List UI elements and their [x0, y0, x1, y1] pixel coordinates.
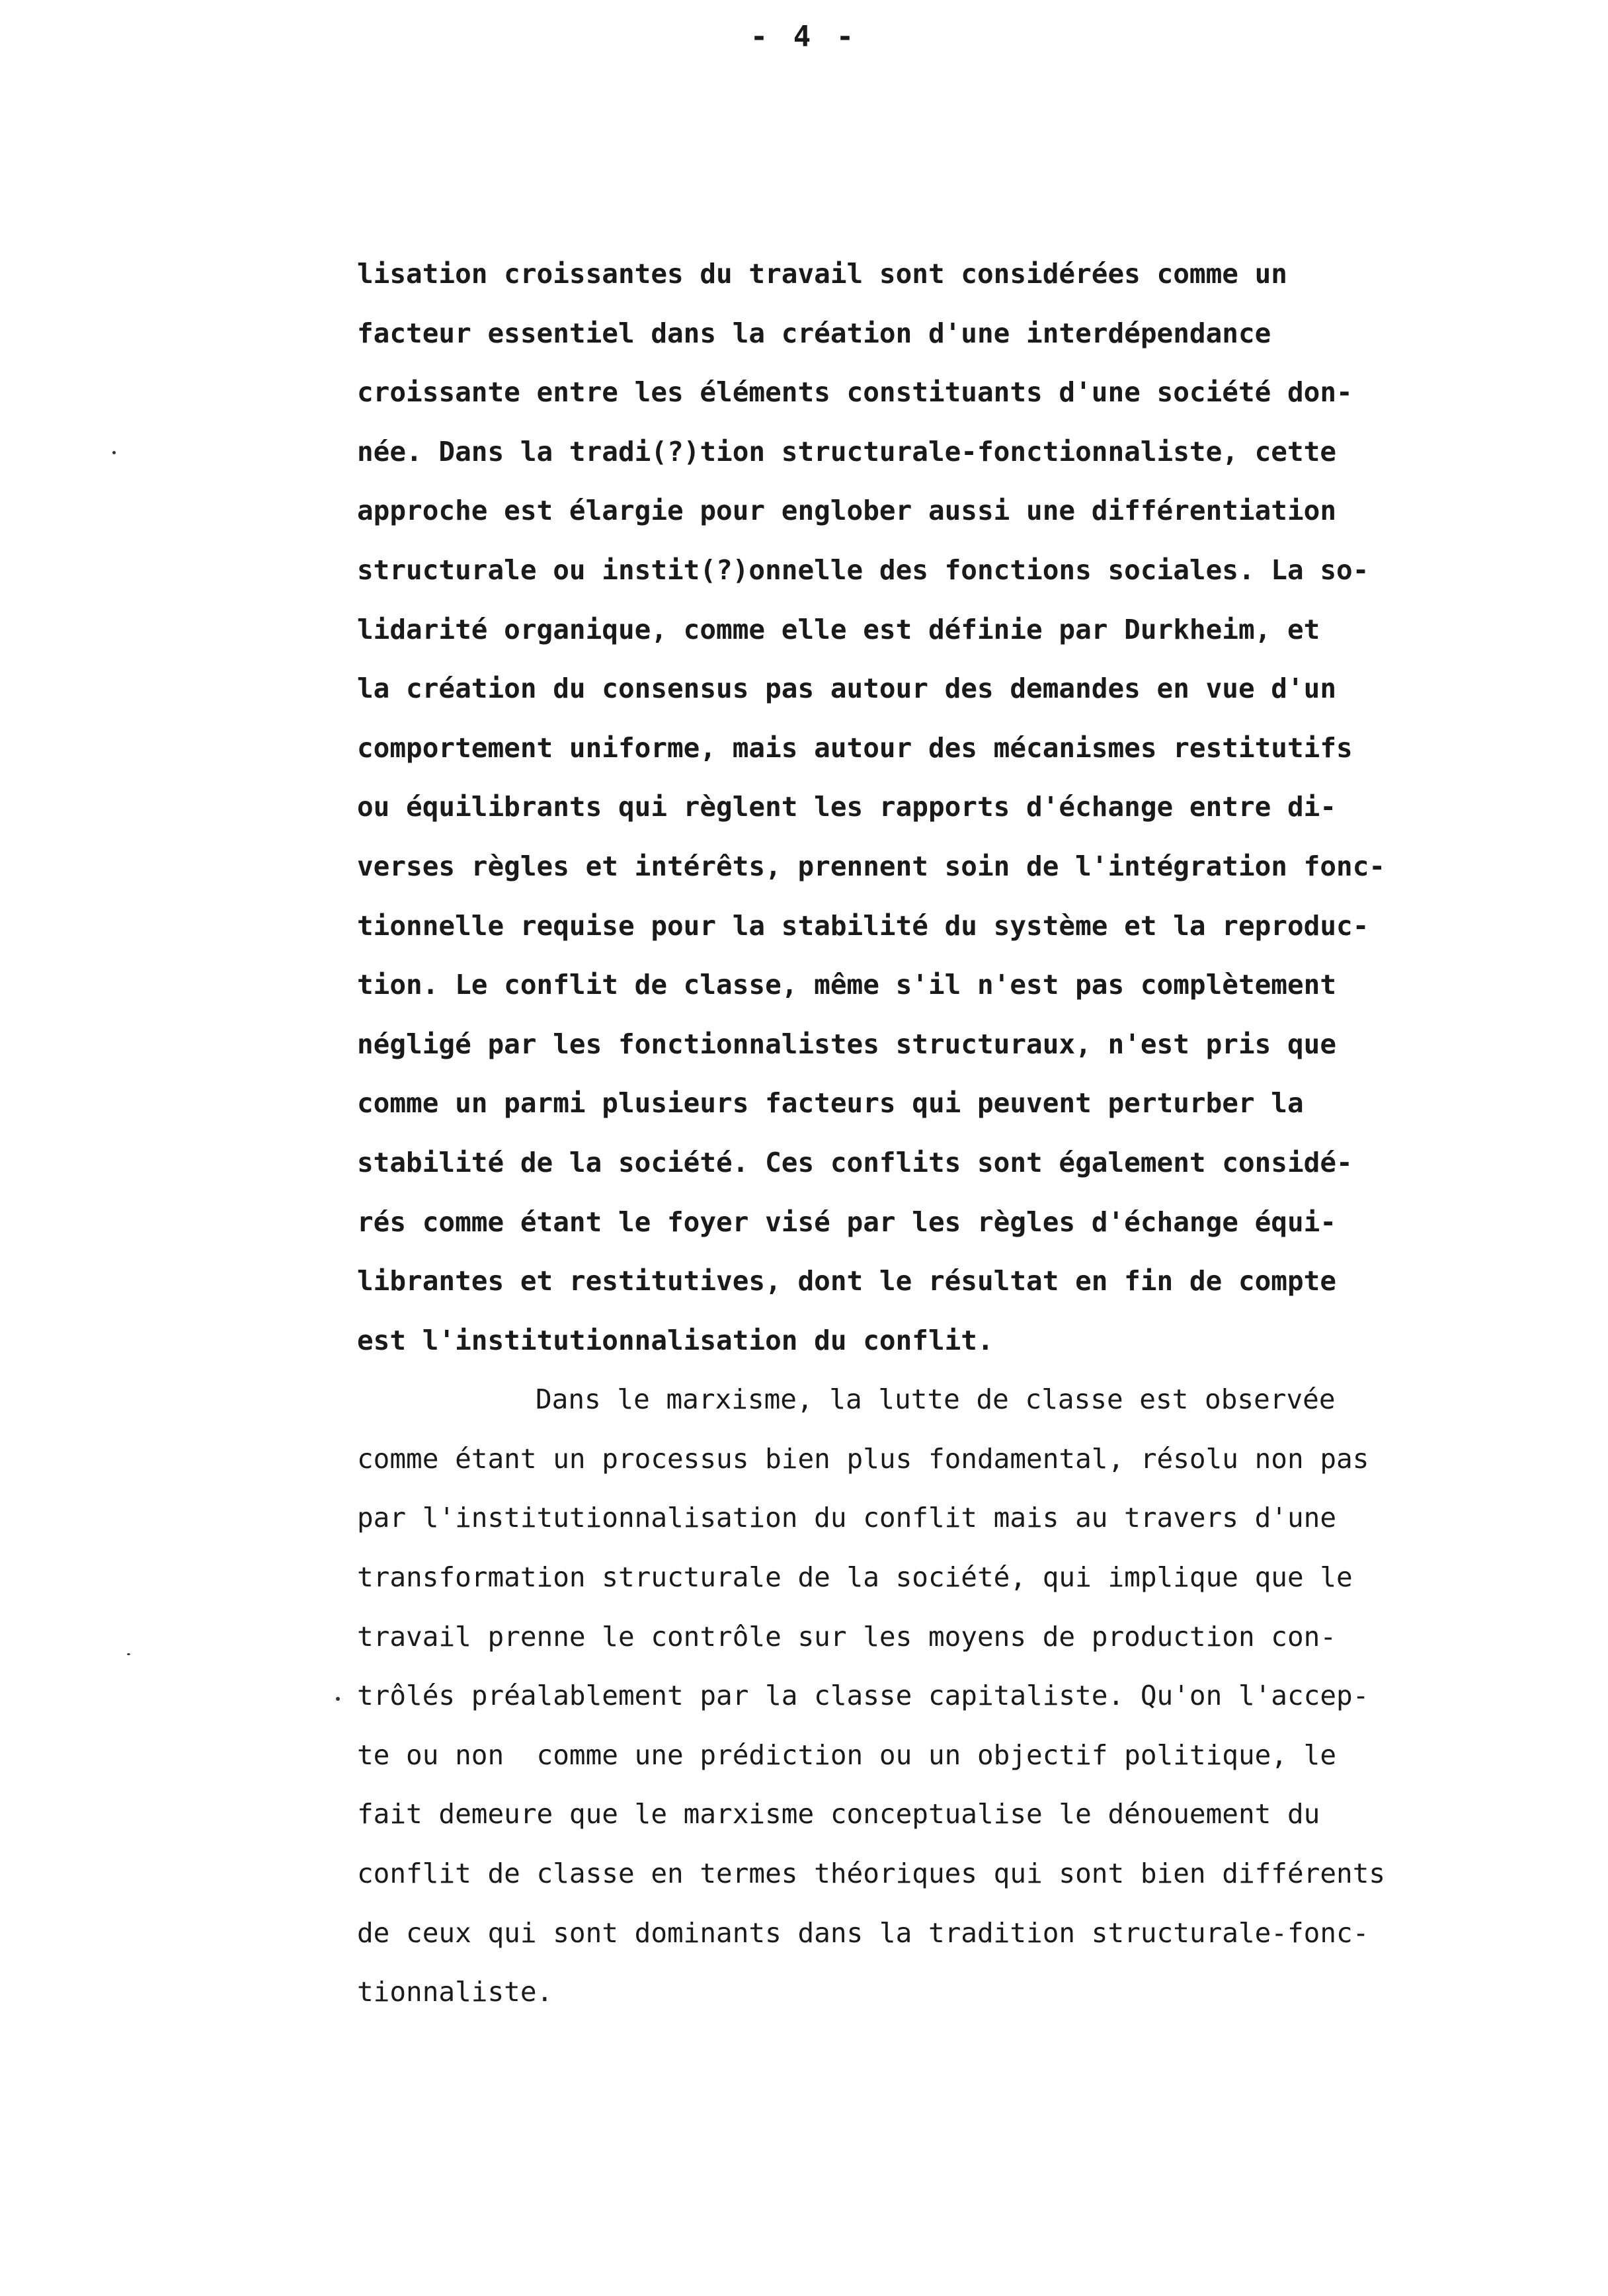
page-number: - 4 - [750, 20, 858, 54]
text-line: est l'institutionnalisation du conflit. [357, 1324, 994, 1356]
text-line: née. Dans la tradi(?)tion structurale-fonctionnaliste, cette [357, 435, 1337, 468]
paragraph-first-line: Dans le marxisme, la lutte de classe est observée [536, 1383, 1336, 1416]
text-line: croissante entre les éléments constituants d'une société don- [357, 376, 1353, 409]
text-line: ou équilibrants qui règlent les rapports d'échange entre di- [357, 791, 1337, 823]
text-line: stabilité de la société. Ces conflits sont également considé- [357, 1146, 1353, 1178]
scan-speck [112, 451, 116, 454]
text-line: verses règles et intérêts, prennent soin de l'intégration fonc- [357, 850, 1386, 882]
text-line: trôlés préalablement par la classe capitaliste. Qu'on l'accep- [357, 1680, 1369, 1712]
text-line: lisation croissantes du travail sont considérées comme un [357, 258, 1287, 290]
text-line: lidarité organique, comme elle est définie par Durkheim, et [357, 613, 1320, 645]
text-line: tionnelle requise pour la stabilité du système et la reproduc- [357, 909, 1369, 942]
text-line: te ou non comme une prédiction ou un objectif politique, le [357, 1739, 1337, 1771]
text-line: structurale ou instit(?)onnelle des fonctions sociales. La so- [357, 554, 1369, 586]
text-line: de ceux qui sont dominants dans la tradition structurale-fonc- [357, 1916, 1369, 1949]
text-line: travail prenne le contrôle sur les moyens de production con- [357, 1620, 1337, 1653]
text-line: tion. Le conflit de classe, même s'il n'est pas complètement [357, 969, 1337, 1001]
text-line: négligé par les fonctionnalistes structuraux, n'est pris que [357, 1028, 1337, 1060]
text-line: comme un parmi plusieurs facteurs qui peuvent perturber la [357, 1087, 1304, 1120]
text-line: par l'institutionnalisation du conflit mais au travers d'une [357, 1502, 1337, 1534]
text-line: comportement uniforme, mais autour des mécanismes restitutifs [357, 731, 1353, 764]
text-line: facteur essentiel dans la création d'une interdépendance [357, 317, 1271, 349]
text-line: librantes et restitutives, dont le résultat en fin de compte [357, 1265, 1337, 1297]
text-line: comme étant un processus bien plus fondamental, résolu non pas [357, 1442, 1369, 1475]
scan-speck [336, 1697, 340, 1701]
text-line: fait demeure que le marxisme conceptualise le dénouement du [357, 1798, 1320, 1830]
body-text [357, 245, 1521, 2022]
text-line: tionnaliste. [357, 1976, 553, 2008]
text-line: rés comme étant le foyer visé par les règles d'échange équi- [357, 1206, 1337, 1238]
text-line: la création du consensus pas autour des demandes en vue d'un [357, 673, 1337, 705]
text-line: conflit de classe en termes théoriques qui sont bien différents [357, 1858, 1386, 1890]
text-line: approche est élargie pour englober aussi une différentiation [357, 495, 1337, 527]
text-line: transformation structurale de la société, qui implique que le [357, 1561, 1353, 1594]
scan-speck [127, 1653, 130, 1655]
